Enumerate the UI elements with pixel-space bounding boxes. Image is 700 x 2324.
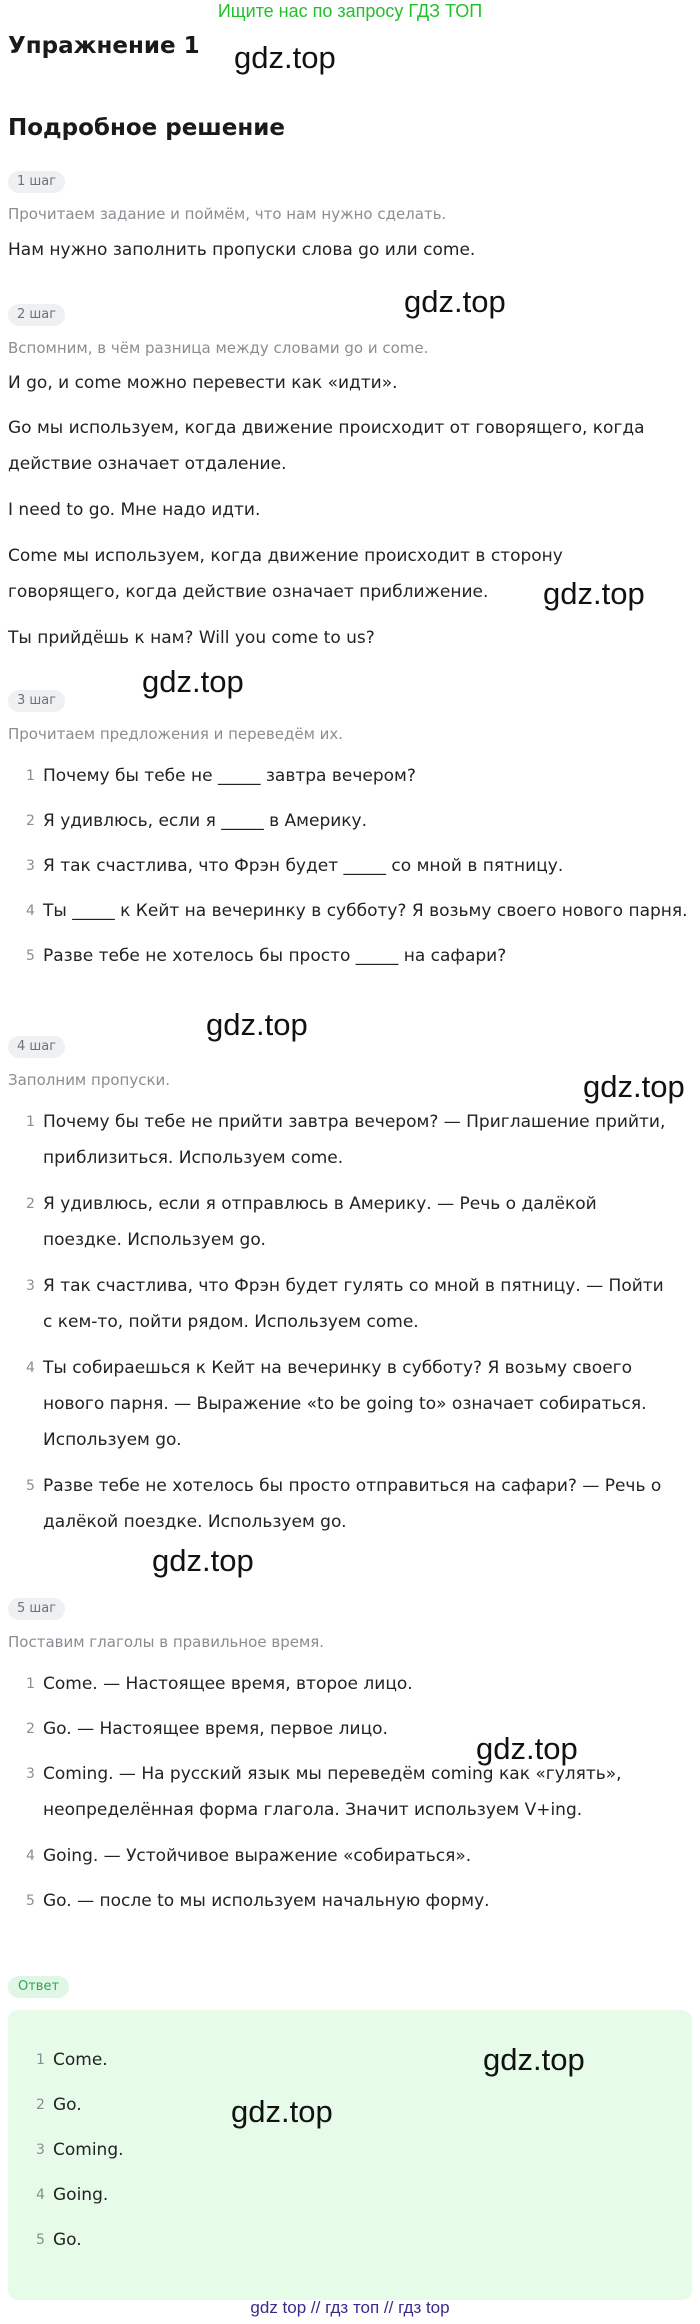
list-item: 4 Ты _____ к Кейт на вечеринку в субботу? Я возьму своего нового парня.	[8, 893, 688, 938]
watermark: gdz.top	[231, 2094, 333, 2129]
item-number: 3	[26, 1278, 35, 1294]
step-1-badge: 1 шаг	[8, 171, 65, 193]
list-item: 4 Ты собираешься к Кейт на вечеринку в субботу? Я возьму своего нового парня. — Выражение «to be going to» означает собираться. Используем go.	[8, 1350, 678, 1468]
list-item: 2 Я удивлюсь, если я отправлюсь в Америку. — Речь о далёкой поездке. Используем go.	[8, 1186, 678, 1268]
list-item: 2 Go.	[18, 2087, 318, 2132]
item-number: 2	[26, 813, 35, 829]
step-3-badge: 3 шаг	[8, 690, 65, 712]
list-item: 3 Я так счастлива, что Фрэн будет _____ со мной в пятницу.	[8, 848, 688, 893]
list-item: 1 Come. — Настоящее время, второе лицо.	[8, 1666, 678, 1711]
step-4-hint: Заполним пропуски.	[8, 1071, 171, 1089]
item-number: 2	[26, 1196, 35, 1212]
answer-box	[8, 2010, 692, 2300]
step-4-list	[8, 1104, 678, 1550]
watermark: gdz.top	[583, 1069, 685, 1104]
list-item: 2 Я удивлюсь, если я _____ в Америку.	[8, 803, 688, 848]
step-1-hint: Прочитаем задание и поймём, что нам нужно сделать.	[8, 205, 447, 223]
item-number: 4	[26, 903, 35, 919]
item-number: 1	[26, 1114, 35, 1130]
list-item: 5 Разве тебе не хотелось бы просто _____ на сафари?	[8, 938, 688, 983]
item-number: 5	[26, 1893, 35, 1909]
watermark: gdz.top	[543, 576, 645, 611]
step-2-text: I need to go. Мне надо идти.	[8, 500, 261, 520]
step-4-badge: 4 шаг	[8, 1036, 65, 1058]
item-number: 1	[36, 2052, 45, 2068]
list-item: 1 Почему бы тебе не _____ завтра вечером?	[8, 758, 688, 803]
step-1-text: Нам нужно заполнить пропуски слова go или come.	[8, 240, 476, 260]
watermark: gdz.top	[476, 1731, 578, 1766]
item-number: 4	[26, 1848, 35, 1864]
item-number: 3	[26, 858, 35, 874]
list-item: 5 Разве тебе не хотелось бы просто отправиться на сафари? — Речь о далёкой поездке. Используем go.	[8, 1468, 678, 1550]
item-number: 3	[36, 2142, 45, 2158]
item-number: 4	[36, 2187, 45, 2203]
list-item: 2 Go. — Настоящее время, первое лицо.	[8, 1711, 678, 1756]
watermark: gdz.top	[404, 284, 506, 319]
step-2-text: Go мы используем, когда движение происходит от говорящего, когда действие означает отдаление.	[8, 418, 645, 474]
list-item: 4 Going. — Устойчивое выражение «собираться».	[8, 1838, 678, 1883]
item-number: 4	[26, 1360, 35, 1376]
step-2-text: Ты прийдёшь к нам? Will you come to us?	[8, 628, 375, 648]
watermark: gdz.top	[152, 1543, 254, 1578]
step-3-hint: Прочитаем предложения и переведём их.	[8, 725, 344, 743]
item-number: 5	[36, 2232, 45, 2248]
list-item: 5 Go. — после to мы используем начальную форму.	[8, 1883, 678, 1928]
list-item: 3 Я так счастлива, что Фрэн будет гулять со мной в пятницу. — Пойти с кем-то, пойти рядом. Используем come.	[8, 1268, 678, 1350]
item-number: 2	[26, 1721, 35, 1737]
item-number: 2	[36, 2097, 45, 2113]
promo-banner[interactable]: Ищите нас по запросу ГДЗ ТОП	[217, 1, 483, 21]
item-number: 3	[26, 1766, 35, 1782]
step-3-list	[8, 758, 688, 983]
list-item: 3 Coming. — На русский язык мы переведём coming как «гулять», неопределённая форма глагола. Значит используем V+ing.	[8, 1756, 678, 1838]
footer-links[interactable]: gdz top // гдз топ // гдз top	[250, 2298, 450, 2317]
step-2-hint: Вспомним, в чём разница между словами go и come.	[8, 339, 429, 357]
answer-list	[18, 2042, 318, 2267]
item-number: 5	[26, 1478, 35, 1494]
page-title: Упражнение 1	[8, 33, 200, 59]
watermark: gdz.top	[206, 1007, 308, 1042]
step-5-list	[8, 1666, 678, 1928]
item-number: 1	[26, 1676, 35, 1692]
list-item: 1 Come.	[18, 2042, 318, 2087]
section-title: Подробное решение	[8, 115, 285, 141]
step-2-text: Come мы используем, когда движение происходит в сторону говорящего, когда действие означает приближение.	[8, 546, 563, 602]
item-number: 1	[26, 768, 35, 784]
watermark: gdz.top	[234, 40, 336, 75]
step-2-text: И go, и come можно перевести как «идти».	[8, 373, 398, 393]
list-item: 4 Going.	[18, 2177, 318, 2222]
step-5-badge: 5 шаг	[8, 1598, 65, 1620]
list-item: 5 Go.	[18, 2222, 318, 2267]
item-number: 5	[26, 948, 35, 964]
list-item: 1 Почему бы тебе не прийти завтра вечером? — Приглашение прийти, приблизиться. Используем come.	[8, 1104, 678, 1186]
step-5-hint: Поставим глаголы в правильное время.	[8, 1633, 325, 1651]
step-2-badge: 2 шаг	[8, 304, 65, 326]
answer-badge: Ответ	[8, 1976, 69, 1998]
list-item: 3 Coming.	[18, 2132, 318, 2177]
watermark: gdz.top	[483, 2042, 585, 2077]
watermark: gdz.top	[142, 664, 244, 699]
